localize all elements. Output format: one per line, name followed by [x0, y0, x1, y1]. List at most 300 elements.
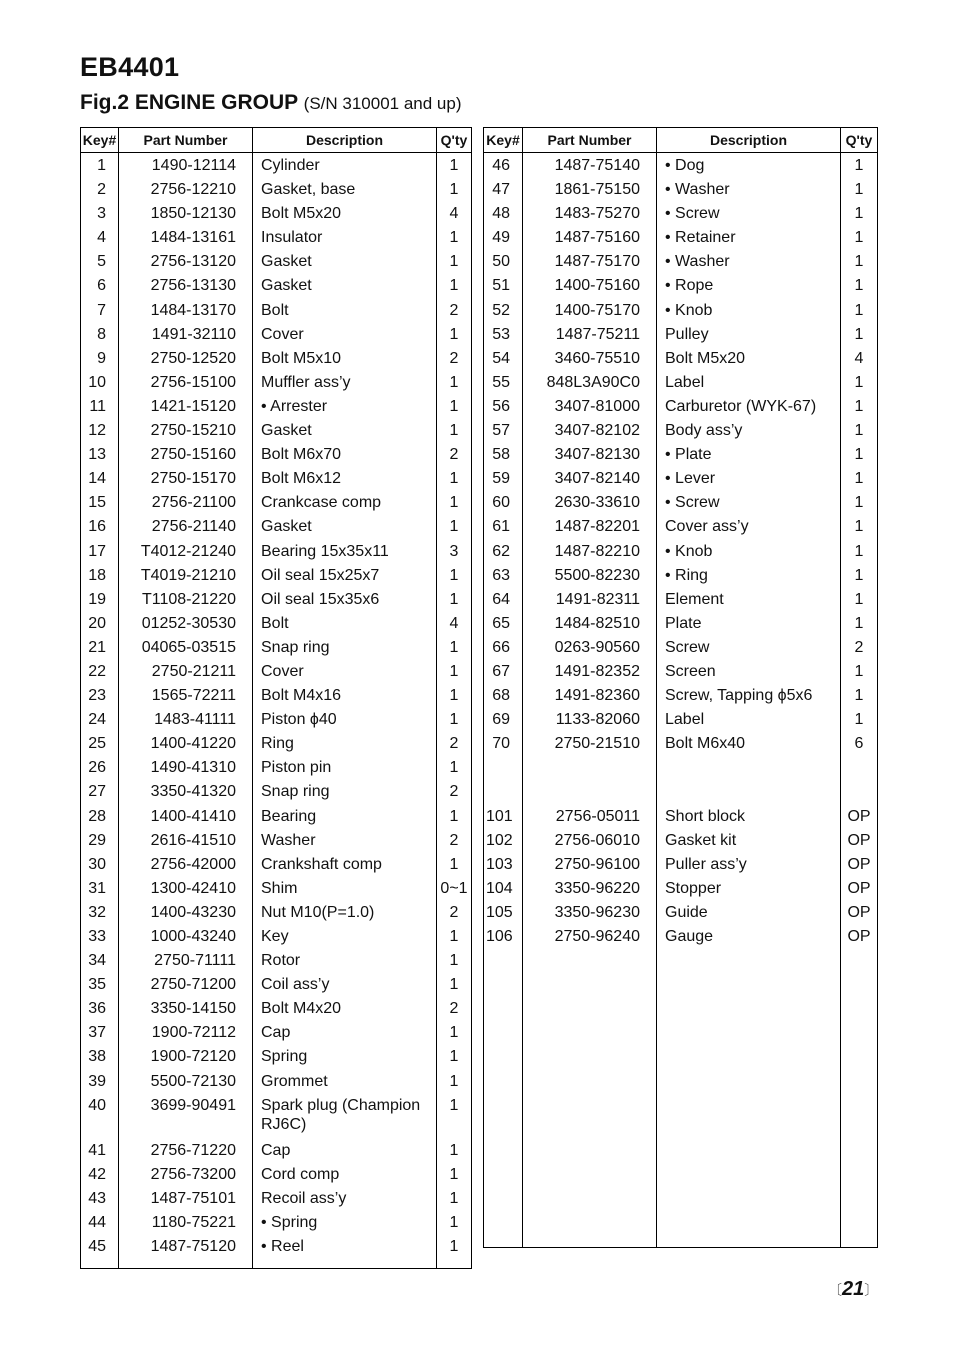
qty-cell: OP: [841, 925, 878, 949]
description-cell: Body ass’y: [657, 419, 841, 443]
qty-cell: 1: [841, 612, 878, 636]
table-row: [81, 684, 472, 708]
description-cell: Bolt M6x40: [657, 732, 841, 756]
part-number-cell: [523, 1142, 657, 1166]
key-cell: 47: [484, 178, 523, 202]
qty-cell: 1: [841, 323, 878, 347]
description-cell: [657, 973, 841, 997]
table-row: [484, 925, 878, 949]
table-row: [81, 202, 472, 226]
qty-cell: [841, 997, 878, 1021]
key-cell: [484, 973, 523, 997]
qty-cell: 1: [437, 1139, 472, 1163]
table-row: [81, 371, 472, 395]
table-row: [81, 515, 472, 539]
part-number-cell: 2756-21140: [119, 515, 253, 539]
part-number-cell: 1484-82510: [523, 612, 657, 636]
qty-cell: 1: [437, 178, 472, 202]
table-row: [81, 1211, 472, 1235]
key-cell: 49: [484, 226, 523, 250]
qty-cell: 1: [437, 395, 472, 419]
description-cell: Bolt M5x20: [657, 347, 841, 371]
key-cell: 35: [81, 973, 119, 997]
table-row: [484, 226, 878, 250]
table-row: [484, 515, 878, 539]
description-cell: Ring: [253, 732, 437, 756]
description-cell: Cord comp: [253, 1163, 437, 1187]
table-row: [484, 274, 878, 298]
qty-cell: 1: [437, 419, 472, 443]
table-row: [81, 419, 472, 443]
table-row: [81, 973, 472, 997]
table-row: [484, 443, 878, 467]
parts-list-left: [81, 153, 472, 1269]
header-key: Key#: [484, 128, 523, 153]
part-number-cell: 1421-15120: [119, 395, 253, 419]
key-cell: 8: [81, 323, 119, 347]
part-number-cell: [523, 1190, 657, 1214]
qty-cell: 1: [841, 660, 878, 684]
table-row: [81, 829, 472, 853]
table-row: [484, 780, 878, 804]
key-cell: 28: [81, 805, 119, 829]
key-cell: 104: [484, 877, 523, 901]
key-cell: 16: [81, 515, 119, 539]
part-number-cell: 3407-82140: [523, 467, 657, 491]
part-number-cell: 2750-71200: [119, 973, 253, 997]
part-number-cell: 1487-75120: [119, 1235, 253, 1269]
header-row: [81, 128, 472, 153]
key-cell: [484, 1190, 523, 1214]
key-cell: 7: [81, 299, 119, 323]
part-number-cell: 3350-14150: [119, 997, 253, 1021]
table-row: [484, 153, 878, 179]
part-number-cell: 2756-13120: [119, 250, 253, 274]
part-number-cell: [523, 1021, 657, 1045]
table-row: [484, 299, 878, 323]
description-cell: Oil seal 15x25x7: [253, 564, 437, 588]
part-number-cell: 5500-82230: [523, 564, 657, 588]
description-cell: Plate: [657, 612, 841, 636]
part-number-cell: 1490-41310: [119, 756, 253, 780]
description-cell: • Knob: [657, 299, 841, 323]
description-cell: • Arrester: [253, 395, 437, 419]
description-cell: Piston pin: [253, 756, 437, 780]
table-row: [484, 997, 878, 1021]
part-number-cell: 1484-13170: [119, 299, 253, 323]
key-cell: [484, 1094, 523, 1118]
table-row: [484, 853, 878, 877]
table-row: [81, 1235, 472, 1269]
model-title: EB4401: [80, 52, 180, 82]
qty-cell: 1: [437, 949, 472, 973]
key-cell: 31: [81, 877, 119, 901]
header-qty: Q'ty: [437, 128, 472, 153]
qty-cell: 1: [841, 226, 878, 250]
key-cell: 55: [484, 371, 523, 395]
table-row: [81, 805, 472, 829]
qty-cell: 2: [437, 299, 472, 323]
qty-cell: 1: [841, 588, 878, 612]
part-number-cell: 2750-15210: [119, 419, 253, 443]
qty-cell: [841, 1190, 878, 1214]
key-cell: 1: [81, 153, 119, 179]
part-number-cell: 3350-96220: [523, 877, 657, 901]
key-cell: 102: [484, 829, 523, 853]
description-cell: Key: [253, 925, 437, 949]
part-number-cell: 3407-82130: [523, 443, 657, 467]
qty-cell: 1: [841, 443, 878, 467]
header-key: Key#: [81, 128, 119, 153]
part-number-cell: 1000-43240: [119, 925, 253, 949]
part-number-cell: 2756-06010: [523, 829, 657, 853]
key-cell: 48: [484, 202, 523, 226]
description-cell: Coil ass’y: [253, 973, 437, 997]
description-cell: Grommet: [253, 1070, 437, 1094]
description-cell: Bolt M6x12: [253, 467, 437, 491]
part-number-cell: 2750-15160: [119, 443, 253, 467]
table-row: [484, 564, 878, 588]
description-cell: Cover: [253, 660, 437, 684]
table-row: [81, 540, 472, 564]
table-row: [484, 1214, 878, 1248]
qty-cell: 1: [437, 1021, 472, 1045]
description-cell: Label: [657, 371, 841, 395]
description-cell: Piston ϕ40: [253, 708, 437, 732]
header-qty: Q'ty: [841, 128, 878, 153]
description-cell: Insulator: [253, 226, 437, 250]
part-number-cell: 2756-13130: [119, 274, 253, 298]
key-cell: 3: [81, 202, 119, 226]
description-cell: Bolt: [253, 612, 437, 636]
part-number-cell: [523, 1214, 657, 1248]
description-cell: [657, 1118, 841, 1142]
qty-cell: 1: [437, 1045, 472, 1069]
key-cell: 69: [484, 708, 523, 732]
parts-table-left: [80, 127, 472, 1269]
key-cell: 11: [81, 395, 119, 419]
description-cell: [657, 756, 841, 780]
table-row: [81, 708, 472, 732]
qty-cell: 1: [437, 684, 472, 708]
table-row: [484, 684, 878, 708]
description-cell: [657, 1190, 841, 1214]
part-number-cell: 2756-42000: [119, 853, 253, 877]
table-row: [81, 1045, 472, 1069]
page-number-value: 21: [842, 1278, 865, 1300]
description-cell: Cap: [253, 1021, 437, 1045]
table-row: [484, 202, 878, 226]
qty-cell: 2: [841, 636, 878, 660]
key-cell: [484, 780, 523, 804]
part-number-cell: 1850-12130: [119, 202, 253, 226]
table-row: [81, 997, 472, 1021]
description-cell: • Rope: [657, 274, 841, 298]
key-cell: 42: [81, 1163, 119, 1187]
qty-cell: 1: [437, 1163, 472, 1187]
key-cell: 33: [81, 925, 119, 949]
description-cell: Crankshaft comp: [253, 853, 437, 877]
key-cell: [484, 1045, 523, 1069]
table-row: [484, 323, 878, 347]
description-cell: Oil seal 15x35x6: [253, 588, 437, 612]
key-cell: 5: [81, 250, 119, 274]
table-row: [484, 949, 878, 973]
qty-cell: 3: [437, 540, 472, 564]
description-cell: Recoil ass’y: [253, 1187, 437, 1211]
description-cell: Bolt M5x10: [253, 347, 437, 371]
description-cell: Bolt M4x16: [253, 684, 437, 708]
qty-cell: OP: [841, 877, 878, 901]
key-cell: 18: [81, 564, 119, 588]
qty-cell: 1: [841, 708, 878, 732]
description-cell: • Lever: [657, 467, 841, 491]
description-cell: Bolt: [253, 299, 437, 323]
table-row: [81, 1094, 472, 1139]
description-cell: Screw, Tapping ϕ5x6: [657, 684, 841, 708]
part-number-cell: 1400-75160: [523, 274, 657, 298]
key-cell: 101: [484, 805, 523, 829]
description-cell: Spring: [253, 1045, 437, 1069]
description-cell: Cylinder: [253, 153, 437, 179]
table-row: [484, 371, 878, 395]
key-cell: 14: [81, 467, 119, 491]
key-cell: 13: [81, 443, 119, 467]
part-number-cell: 1490-12114: [119, 153, 253, 179]
key-cell: [484, 997, 523, 1021]
table-row: [81, 1021, 472, 1045]
key-cell: 29: [81, 829, 119, 853]
part-number-cell: 2756-71220: [119, 1139, 253, 1163]
description-cell: • Spring: [253, 1211, 437, 1235]
qty-cell: 1: [841, 419, 878, 443]
description-cell: [657, 1214, 841, 1248]
part-number-cell: 2750-21510: [523, 732, 657, 756]
qty-cell: 2: [437, 732, 472, 756]
key-cell: 65: [484, 612, 523, 636]
table-row: [81, 347, 472, 371]
table-row: [81, 612, 472, 636]
description-cell: • Screw: [657, 491, 841, 515]
qty-cell: [841, 1166, 878, 1190]
qty-cell: 1: [841, 371, 878, 395]
description-cell: Gasket: [253, 274, 437, 298]
qty-cell: 1: [437, 1187, 472, 1211]
description-cell: Gasket: [253, 250, 437, 274]
part-number-cell: T1108-21220: [119, 588, 253, 612]
key-cell: 62: [484, 540, 523, 564]
qty-cell: 4: [841, 347, 878, 371]
qty-cell: 1: [841, 515, 878, 539]
qty-cell: 1: [437, 925, 472, 949]
part-number-cell: 5500-72130: [119, 1070, 253, 1094]
part-number-cell: 2750-12520: [119, 347, 253, 371]
table-row: [484, 829, 878, 853]
part-number-cell: 2750-21211: [119, 660, 253, 684]
parts-list-right: [484, 153, 878, 1248]
part-number-cell: 1487-75140: [523, 153, 657, 179]
table-row: [484, 1142, 878, 1166]
table-row: [484, 1094, 878, 1118]
key-cell: 43: [81, 1187, 119, 1211]
table-row: [484, 612, 878, 636]
description-cell: Bolt M6x70: [253, 443, 437, 467]
description-cell: • Reel: [253, 1235, 437, 1269]
table-row: [81, 588, 472, 612]
table-row: [81, 853, 472, 877]
key-cell: 10: [81, 371, 119, 395]
key-cell: 66: [484, 636, 523, 660]
description-cell: [657, 1070, 841, 1094]
key-cell: 30: [81, 853, 119, 877]
qty-cell: OP: [841, 805, 878, 829]
table-row: [484, 973, 878, 997]
qty-cell: 1: [841, 395, 878, 419]
description-cell: Pulley: [657, 323, 841, 347]
qty-cell: 1: [437, 274, 472, 298]
table-row: [81, 564, 472, 588]
part-number-cell: 1861-75150: [523, 178, 657, 202]
description-cell: [657, 1094, 841, 1118]
description-cell: Guide: [657, 901, 841, 925]
description-cell: • Retainer: [657, 226, 841, 250]
table-row: [484, 1166, 878, 1190]
description-cell: Snap ring: [253, 636, 437, 660]
qty-cell: 0~1: [437, 877, 472, 901]
part-number-cell: [523, 1166, 657, 1190]
qty-cell: 2: [437, 829, 472, 853]
table-row: [484, 467, 878, 491]
table-row: [484, 395, 878, 419]
key-cell: 12: [81, 419, 119, 443]
key-cell: 53: [484, 323, 523, 347]
part-number-cell: 01252-30530: [119, 612, 253, 636]
part-number-cell: 3407-81000: [523, 395, 657, 419]
description-cell: Rotor: [253, 949, 437, 973]
part-number-cell: 2756-73200: [119, 1163, 253, 1187]
qty-cell: 1: [437, 1211, 472, 1235]
part-number-cell: 3699-90491: [119, 1094, 253, 1139]
key-cell: 4: [81, 226, 119, 250]
table-row: [81, 636, 472, 660]
qty-cell: 2: [437, 347, 472, 371]
description-cell: Stopper: [657, 877, 841, 901]
qty-cell: 2: [437, 780, 472, 804]
table-row: [81, 299, 472, 323]
qty-cell: 1: [841, 178, 878, 202]
qty-cell: 1: [841, 564, 878, 588]
qty-cell: 1: [437, 756, 472, 780]
part-number-cell: 1565-72211: [119, 684, 253, 708]
key-cell: 17: [81, 540, 119, 564]
table-row: [484, 901, 878, 925]
key-cell: 25: [81, 732, 119, 756]
table-row: [484, 588, 878, 612]
description-cell: Cover: [253, 323, 437, 347]
table-row: [484, 732, 878, 756]
table-row: [81, 901, 472, 925]
header-description: Description: [657, 128, 841, 153]
description-cell: • Ring: [657, 564, 841, 588]
part-number-cell: 1300-42410: [119, 877, 253, 901]
description-cell: Carburetor (WYK-67): [657, 395, 841, 419]
key-cell: 21: [81, 636, 119, 660]
qty-cell: 1: [437, 226, 472, 250]
bracket-right-icon: 〕: [864, 1282, 879, 1298]
key-cell: 27: [81, 780, 119, 804]
header-part-number: Part Number: [523, 128, 657, 153]
key-cell: [484, 1070, 523, 1094]
description-cell: Spark plug (Champion RJ6C): [253, 1094, 437, 1139]
qty-cell: OP: [841, 901, 878, 925]
description-cell: Label: [657, 708, 841, 732]
table-row: [81, 226, 472, 250]
table-row: [484, 756, 878, 780]
qty-cell: [841, 1070, 878, 1094]
qty-cell: [841, 1118, 878, 1142]
table-row: [81, 443, 472, 467]
qty-cell: 1: [437, 323, 472, 347]
part-number-cell: [523, 997, 657, 1021]
qty-cell: 1: [437, 588, 472, 612]
qty-cell: 6: [841, 732, 878, 756]
qty-cell: 1: [437, 250, 472, 274]
table-row: [81, 1070, 472, 1094]
key-cell: 44: [81, 1211, 119, 1235]
part-number-cell: 1400-43230: [119, 901, 253, 925]
part-number-cell: 1133-82060: [523, 708, 657, 732]
part-number-cell: 2756-21100: [119, 491, 253, 515]
key-cell: 61: [484, 515, 523, 539]
qty-cell: 1: [437, 1070, 472, 1094]
part-number-cell: 2630-33610: [523, 491, 657, 515]
part-number-cell: 1491-32110: [119, 323, 253, 347]
part-number-cell: 2756-15100: [119, 371, 253, 395]
part-number-cell: 1400-41220: [119, 732, 253, 756]
table-row: [81, 250, 472, 274]
description-cell: [657, 1045, 841, 1069]
table-row: [484, 708, 878, 732]
description-cell: Short block: [657, 805, 841, 829]
key-cell: 46: [484, 153, 523, 179]
description-cell: Screw: [657, 636, 841, 660]
part-number-cell: [523, 780, 657, 804]
qty-cell: 1: [841, 491, 878, 515]
figure-title: Fig.2 ENGINE GROUP: [80, 91, 298, 114]
table-row: [484, 1190, 878, 1214]
part-number-cell: 2756-05011: [523, 805, 657, 829]
description-cell: [657, 1142, 841, 1166]
table-row: [81, 178, 472, 202]
table-row: [81, 660, 472, 684]
key-cell: 105: [484, 901, 523, 925]
part-number-cell: 3350-96230: [523, 901, 657, 925]
key-cell: [484, 1166, 523, 1190]
key-cell: 20: [81, 612, 119, 636]
key-cell: 67: [484, 660, 523, 684]
key-cell: 40: [81, 1094, 119, 1139]
key-cell: 22: [81, 660, 119, 684]
part-number-cell: [523, 1070, 657, 1094]
key-cell: [484, 949, 523, 973]
key-cell: 54: [484, 347, 523, 371]
part-number-cell: 2616-41510: [119, 829, 253, 853]
qty-cell: 2: [437, 997, 472, 1021]
qty-cell: 1: [841, 540, 878, 564]
bracket-left-icon: 〔: [828, 1282, 842, 1298]
table-row: [81, 949, 472, 973]
key-cell: 56: [484, 395, 523, 419]
